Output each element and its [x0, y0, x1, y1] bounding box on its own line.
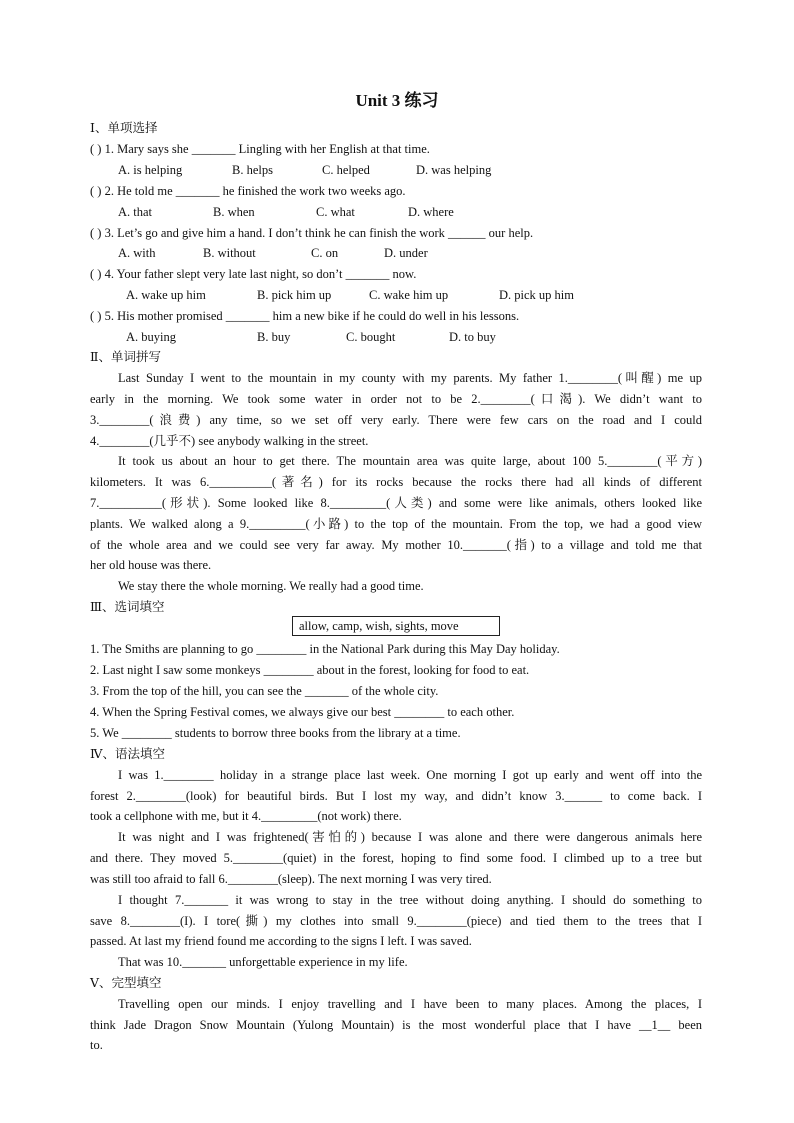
- question-stem: ( ) 3. Let’s go and give him a hand. I don’t think he can finish the work ______ our help.: [90, 226, 534, 240]
- option: C. helped: [322, 163, 370, 177]
- option: D. where: [408, 205, 454, 219]
- option: C. on: [311, 246, 339, 260]
- option: B. without: [203, 246, 256, 260]
- question-stem: ( ) 5. His mother promised _______ him a new bike if he could do well in his lessons.: [90, 309, 520, 323]
- exercise-line: 5. We ________ students to borrow three books from the library at a time.: [90, 726, 461, 740]
- passage-line: It was night and I was frightened(害怕的) because I was alone and there were dangerous animals here: [118, 830, 702, 844]
- passage-line: of the whole area and we could see very far away. My mother 10._______(指) to a village and told me that: [90, 538, 702, 552]
- section-heading-choice: Ⅰ、单项选择: [90, 121, 158, 135]
- passage-line: We stay there the whole morning. We really had a good time.: [118, 579, 424, 593]
- passage-line: kilometers. It was 6.__________(著名) for its rocks because the rocks there had all kinds of different: [90, 475, 702, 489]
- passage-line: Last Sunday I went to the mountain in my county with my parents. My father 1.________(叫醒) me up: [118, 371, 702, 385]
- passage-line: 7.__________(形状). Some looked like 8._________(人类) and some were like animals, others looked like: [90, 496, 702, 510]
- option: A. is helping: [118, 163, 183, 177]
- passage-line: I was 1.________ holiday in a strange place last week. One morning I got up early and went off into the: [118, 768, 702, 782]
- question-stem: ( ) 4. Your father slept very late last night, so don’t _______ now.: [90, 267, 417, 281]
- exercise-line: 1. The Smiths are planning to go ________ in the National Park during this May Day holiday.: [90, 642, 560, 656]
- exercise-line: 3. From the top of the hill, you can see the _______ of the whole city.: [90, 684, 439, 698]
- question-stem: ( ) 2. He told me _______ he finished the work two weeks ago.: [90, 184, 406, 198]
- option: D. under: [384, 246, 428, 260]
- section-heading-spelling: Ⅱ、单词拼写: [90, 350, 161, 364]
- passage-line: I thought 7._______ it was wrong to stay in the tree without doing anything. I should do something to: [118, 893, 702, 907]
- section-heading-word-choice: Ⅲ、选词填空: [90, 600, 165, 614]
- passage-line: It took us about an hour to get there. The mountain area was quite large, about 100 5.________(平方): [118, 454, 702, 468]
- passage-line: was still too afraid to fall 6.________(sleep). The next morning I was very tired.: [90, 872, 492, 886]
- option: A. that: [118, 205, 153, 219]
- option: A. buying: [126, 330, 176, 344]
- option: B. helps: [232, 163, 273, 177]
- option: D. to buy: [449, 330, 496, 344]
- option: A. wake up him: [126, 288, 206, 302]
- passage-line: early in the morning. We took some water in order not to be 2.________(口渴). We didn’t want to: [90, 392, 702, 406]
- exercise-line: 2. Last night I saw some monkeys ________ about in the forest, looking for food to eat.: [90, 663, 530, 677]
- word-box: allow, camp, wish, sights, move: [292, 616, 500, 636]
- passage-line: Travelling open our minds. I enjoy travelling and I have been to many places. Among the places, I: [118, 997, 702, 1011]
- passage-line: save 8.________(I). I tore(撕) my clothes into small 9.________(piece) and tied them to the trees that I: [90, 914, 702, 928]
- section-heading-grammar: Ⅳ、语法填空: [90, 747, 165, 761]
- question-stem: ( ) 1. Mary says she _______ Lingling with her English at that time.: [90, 142, 430, 156]
- section-heading-cloze: Ⅴ、完型填空: [90, 976, 162, 990]
- option: D. pick up him: [499, 288, 574, 302]
- passage-line: 4.________(几乎不) see anybody walking in the street.: [90, 434, 369, 448]
- option: D. was helping: [416, 163, 492, 177]
- passage-line: That was 10._______ unforgettable experience in my life.: [118, 955, 408, 969]
- exercise-line: 4. When the Spring Festival comes, we always give our best ________ to each other.: [90, 705, 515, 719]
- passage-line: took a cellphone with me, but it 4._________(not work) there.: [90, 809, 402, 823]
- option: B. when: [213, 205, 255, 219]
- option: A. with: [118, 246, 156, 260]
- passage-line: her old house was there.: [90, 558, 212, 572]
- passage-line: think Jade Dragon Snow Mountain (Yulong Mountain) is the most wonderful place that I have __1__ been: [90, 1018, 702, 1032]
- option: B. pick him up: [257, 288, 332, 302]
- passage-line: plants. We walked along a 9._________(小路) to the top of the mountain. From the top, we had a good view: [90, 517, 702, 531]
- option: C. bought: [346, 330, 396, 344]
- option: B. buy: [257, 330, 291, 344]
- passage-line: forest 2.________(look) for beautiful birds. But I lost my way, and didn’t know 3.______ to come back. I: [90, 789, 702, 803]
- option: C. wake him up: [369, 288, 449, 302]
- passage-line: 3.________(浪费) any time, so we set off very early. There were few cars on the road and I could: [90, 413, 702, 427]
- option: C. what: [316, 205, 355, 219]
- page-title: Unit 3 练习: [355, 91, 439, 110]
- passage-line: to.: [90, 1038, 103, 1052]
- passage-line: passed. At last my friend found me according to the signs I left. I was saved.: [90, 934, 472, 948]
- passage-line: and there. They moved 5.________(quiet) in the forest, hoping to find some food. I climbed up to a tree but: [90, 851, 702, 865]
